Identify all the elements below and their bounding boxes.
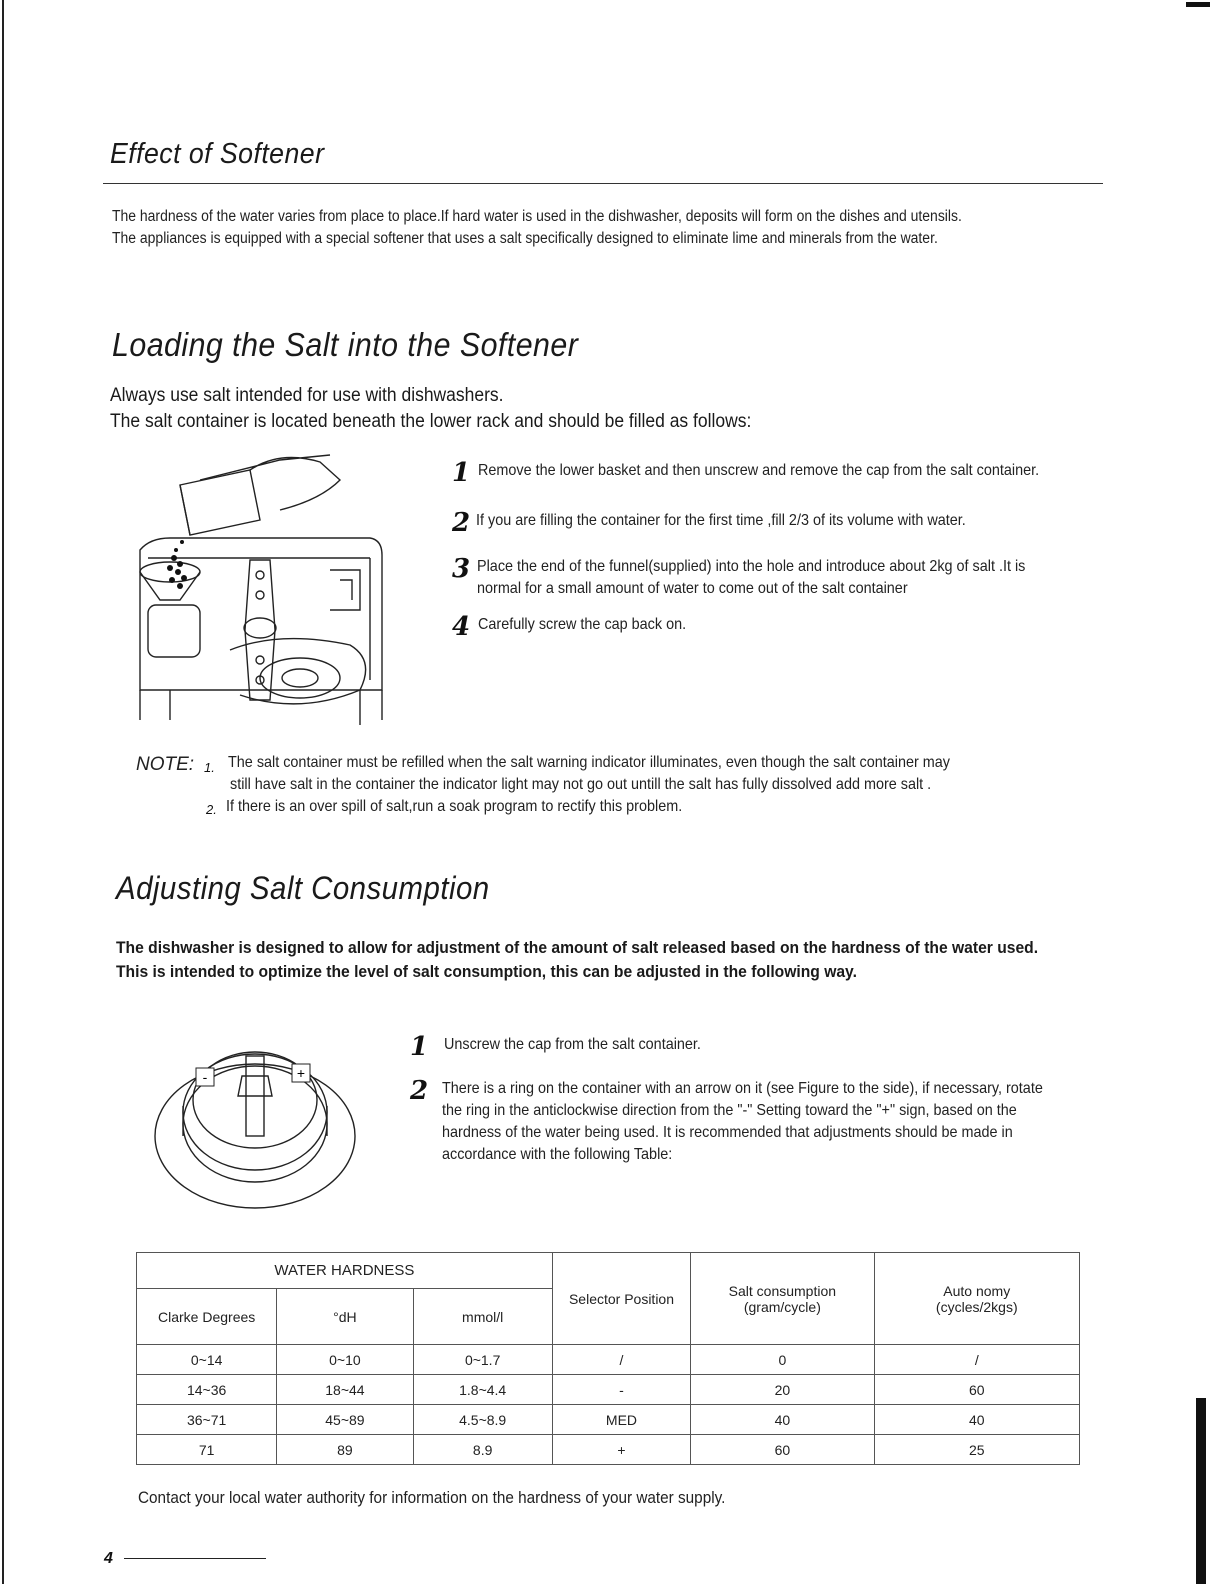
dial-minus-label: - bbox=[202, 1069, 208, 1085]
table-row bbox=[137, 1405, 1080, 1435]
loading-step-3 bbox=[452, 556, 1132, 614]
cell-dh: 0~10 bbox=[277, 1345, 413, 1375]
step-text: Unscrew the cap from the salt container. bbox=[444, 1036, 701, 1053]
table-row bbox=[137, 1345, 1080, 1375]
cell-clarke: 36~71 bbox=[137, 1405, 277, 1435]
dial-plus-label: + bbox=[296, 1065, 306, 1081]
note-number-2: 2. bbox=[206, 802, 217, 817]
adjust-steps bbox=[410, 1034, 1110, 1166]
mmol-header: mmol/l bbox=[413, 1289, 552, 1345]
effect-body bbox=[112, 206, 1084, 250]
dial-minus-marker bbox=[196, 1068, 214, 1086]
cell-salt: 0 bbox=[691, 1345, 874, 1375]
cell-dh: 89 bbox=[277, 1435, 413, 1465]
cell-salt: 60 bbox=[691, 1435, 874, 1465]
step-text: Remove the lower basket and then unscrew and remove the cap from the salt container. bbox=[477, 462, 1039, 479]
cell-clarke: 71 bbox=[137, 1435, 277, 1465]
clarke-degrees-header: Clarke Degrees bbox=[137, 1289, 277, 1345]
note-number-1: 1. bbox=[204, 760, 215, 775]
step-number: 3 bbox=[452, 554, 471, 584]
effect-paragraph-2: The appliances is equipped with a special softener that uses a salt specifically designed to eliminate lime and minerals from the water. bbox=[112, 230, 938, 247]
step-number: 1 bbox=[410, 1032, 429, 1062]
right-edge-bar bbox=[1196, 1398, 1206, 1584]
loading-title: Loading the Salt into the Softener bbox=[112, 326, 579, 363]
cell-mmol: 1.8~4.4 bbox=[413, 1375, 552, 1405]
autonomy-header: Auto nomy (cycles/2kgs) bbox=[874, 1253, 1079, 1345]
note-text-1-continued: still have salt in the container the indicator light may not go out untill the salt has fully dissolved add more salt . bbox=[230, 776, 932, 793]
cell-dh: 18~44 bbox=[277, 1375, 413, 1405]
cell-selector: + bbox=[552, 1435, 690, 1465]
step-number: 2 bbox=[452, 508, 471, 538]
loading-line-2: The salt container is located beneath the lower rack and should be filled as follows: bbox=[110, 411, 752, 432]
salt-filling-illustration bbox=[130, 440, 400, 730]
adjust-line-2: This is intended to optimize the level of salt consumption, this can be adjusted in the following way. bbox=[116, 962, 857, 981]
effect-rule bbox=[103, 183, 1103, 184]
loading-step-4 bbox=[452, 614, 1132, 640]
note-label: NOTE: bbox=[136, 754, 195, 775]
loading-step-2 bbox=[452, 510, 1132, 556]
cell-selector: MED bbox=[552, 1405, 690, 1435]
left-edge-line bbox=[2, 0, 4, 1584]
effect-paragraph-1: The hardness of the water varies from place to place.If hard water is used in the dishwasher, deposits will form on the dishes and utensils. bbox=[112, 208, 962, 225]
selector-position-header: Selector Position bbox=[552, 1253, 690, 1345]
cell-autonomy: / bbox=[874, 1345, 1079, 1375]
salt-consumption-header: Salt consumption (gram/cycle) bbox=[691, 1253, 874, 1345]
step-number: 1 bbox=[452, 458, 471, 488]
table-row bbox=[137, 1375, 1080, 1405]
cell-clarke: 14~36 bbox=[137, 1375, 277, 1405]
step-number: 4 bbox=[452, 612, 471, 642]
step-text: If you are filling the container for the first time ,fill 2/3 of its volume with water. bbox=[476, 512, 967, 529]
cell-autonomy: 40 bbox=[874, 1405, 1079, 1435]
top-right-mark bbox=[1186, 2, 1210, 7]
cell-mmol: 8.9 bbox=[413, 1435, 552, 1465]
page-number-rule bbox=[124, 1558, 266, 1559]
loading-steps bbox=[452, 460, 1132, 640]
cell-autonomy: 60 bbox=[874, 1375, 1079, 1405]
table-row bbox=[137, 1435, 1080, 1465]
cell-mmol: 0~1.7 bbox=[413, 1345, 552, 1375]
water-hardness-table bbox=[136, 1252, 1080, 1465]
cell-autonomy: 25 bbox=[874, 1435, 1079, 1465]
cell-dh: 45~89 bbox=[277, 1405, 413, 1435]
page-number: 4 bbox=[104, 1550, 113, 1567]
salt-dial-illustration bbox=[150, 1026, 360, 1216]
table-header-row bbox=[137, 1253, 1080, 1289]
water-hardness-header: WATER HARDNESS bbox=[137, 1253, 553, 1289]
effect-title: Effect of Softener bbox=[110, 138, 325, 170]
dh-header: °dH bbox=[277, 1289, 413, 1345]
step-text: Carefully screw the cap back on. bbox=[478, 616, 687, 633]
cell-selector: / bbox=[552, 1345, 690, 1375]
adjust-step-1 bbox=[410, 1034, 1110, 1078]
note-text-1: The salt container must be refilled when the salt warning indicator illuminates, even though the salt container may bbox=[228, 754, 950, 771]
step-number: 2 bbox=[410, 1076, 429, 1106]
step-text: Place the end of the funnel(supplied) into the hole and introduce about 2kg of salt .It is normal for a small amount of water to come out of the salt container bbox=[477, 558, 1026, 597]
cell-salt: 40 bbox=[691, 1405, 874, 1435]
cell-selector: - bbox=[552, 1375, 690, 1405]
adjust-title: Adjusting Salt Consumption bbox=[116, 870, 490, 906]
step-text: There is a ring on the container with an arrow on it (see Figure to the side), if necessary, rotate the ring in the anticlockwise direction from the "-" Setting toward the "+" sign, based on the hardness of the water being used. It is recommended that adjustments should be made in accordance with the following Table: bbox=[442, 1080, 1044, 1163]
cell-salt: 20 bbox=[691, 1375, 874, 1405]
loading-line-1: Always use salt intended for use with dishwashers. bbox=[110, 385, 504, 406]
cell-clarke: 0~14 bbox=[137, 1345, 277, 1375]
cell-mmol: 4.5~8.9 bbox=[413, 1405, 552, 1435]
note-text-2: If there is an over spill of salt,run a soak program to rectify this problem. bbox=[226, 798, 683, 815]
adjust-line-1: The dishwasher is designed to allow for adjustment of the amount of salt released based on the hardness of the water used. bbox=[116, 938, 1039, 957]
adjust-step-2 bbox=[410, 1078, 1110, 1166]
dial-plus-marker bbox=[292, 1064, 310, 1082]
contact-note: Contact your local water authority for information on the hardness of your water supply. bbox=[138, 1488, 726, 1507]
loading-step-1 bbox=[452, 460, 1132, 510]
